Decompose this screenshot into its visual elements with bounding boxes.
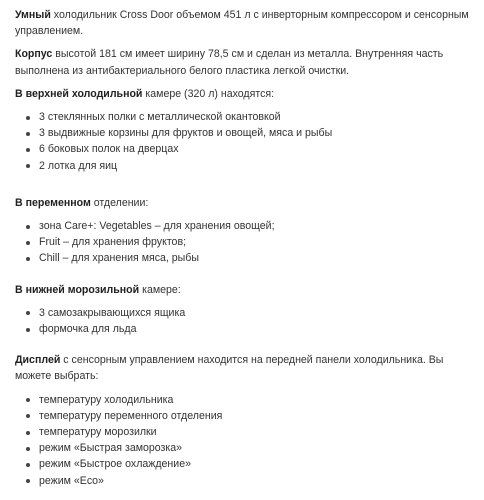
- upper-compartment-text: камере (320 л) находятся:: [142, 87, 275, 100]
- list-item: Fruit – для хранения фруктов;: [25, 234, 474, 250]
- display-heading: [15, 352, 474, 384]
- freezer-bold: В нижней морозильной: [15, 283, 140, 296]
- list-item: 3 выдвижные корзины для фруктов и овощей, мяса и рыбы: [25, 125, 474, 141]
- body-text: высотой 181 см имеет ширину 78,5 см и сделан из металла. Внутренняя часть выполнена из антибактериального белого пластика легкой очистки.: [15, 48, 444, 77]
- freezer-list: [15, 305, 474, 337]
- list-item: зона Care+: Vegetables – для хранения овощей;: [25, 218, 474, 234]
- display-bold: Дисплей: [15, 354, 61, 367]
- list-item: 3 стеклянных полки с металлической окантовкой: [25, 109, 474, 125]
- list-item: 3 самозакрывающихся ящика: [25, 305, 474, 321]
- list-item: температуру переменного отделения: [25, 408, 474, 424]
- upper-compartment-heading: [15, 86, 474, 102]
- list-item: режим «Быстрая заморозка»: [25, 440, 474, 456]
- freezer-text: камере:: [139, 283, 181, 296]
- body-paragraph: [15, 46, 474, 78]
- upper-compartment-bold: В верхней холодильной: [15, 87, 143, 100]
- intro-bold: Умный: [15, 9, 51, 21]
- list-item: формочка для льда: [25, 321, 474, 337]
- variable-compartment-text: отделении:: [90, 196, 149, 209]
- list-item: температуру холодильника: [25, 392, 474, 408]
- list-item: 2 лотка для яиц: [25, 158, 474, 174]
- freezer-heading: [15, 282, 474, 298]
- upper-compartment-list: [15, 109, 474, 174]
- variable-compartment-bold: В переменном: [15, 196, 91, 209]
- display-text: с сенсорным управлением находится на передней панели холодильника. Вы можете выбрать:: [15, 354, 444, 383]
- list-item: 6 боковых полок на дверцах: [25, 141, 474, 157]
- variable-compartment-heading: [15, 195, 474, 211]
- list-item: температуру морозилки: [25, 424, 474, 440]
- intro-text: холодильник Cross Door объемом 451 л с инверторным компрессором и сенсорным управлением.: [15, 9, 469, 38]
- display-options-list: [15, 392, 474, 489]
- list-item: режим «Быстрое охлаждение»: [25, 456, 474, 472]
- list-item: Chill – для хранения мяса, рыбы: [25, 250, 474, 266]
- list-item: режим «Eco»: [25, 473, 474, 489]
- intro-paragraph: [15, 7, 474, 39]
- body-bold: Корпус: [15, 48, 53, 61]
- variable-compartment-list: [15, 218, 474, 267]
